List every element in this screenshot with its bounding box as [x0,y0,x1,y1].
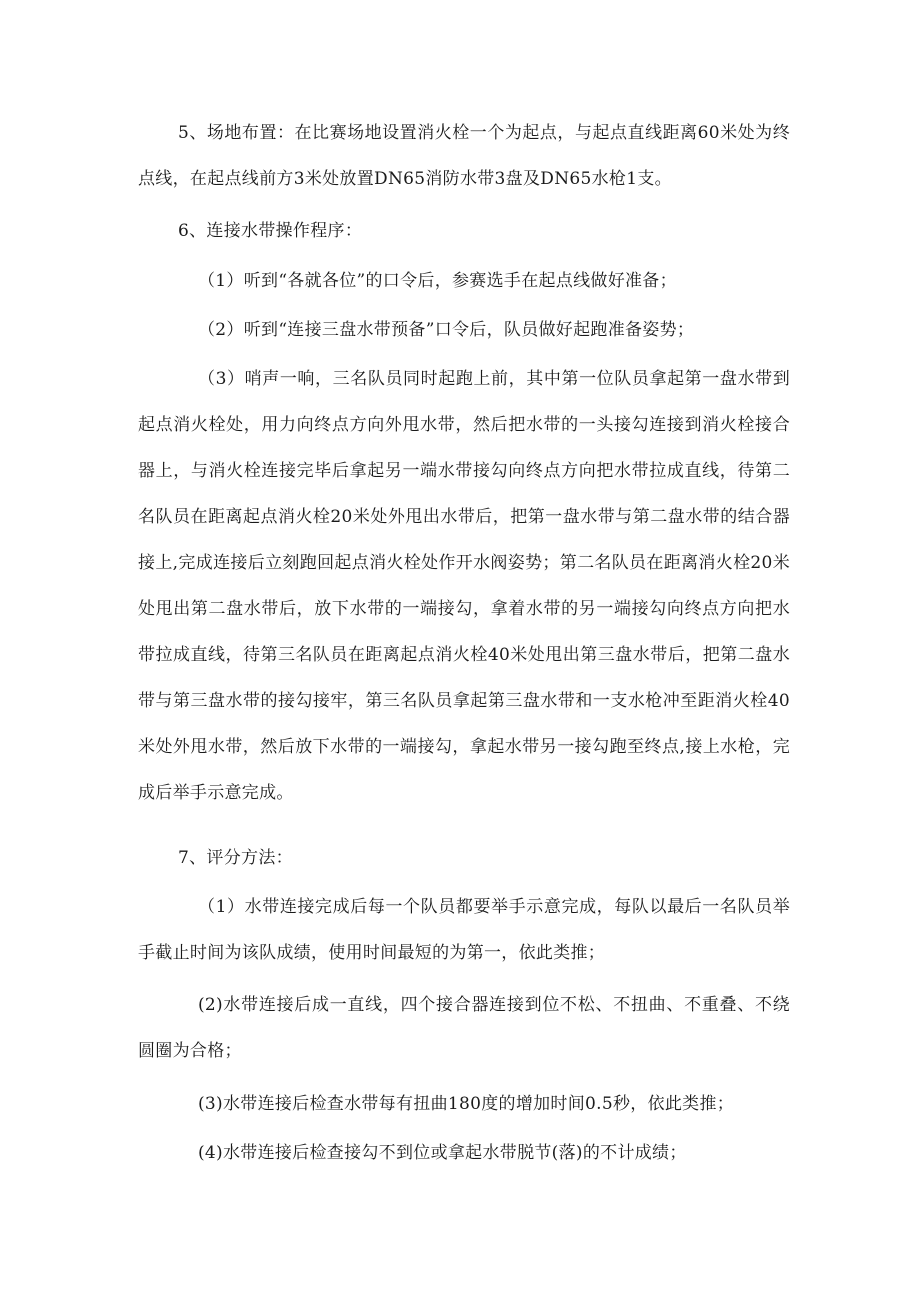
paragraph-procedure-step-3: （3）哨声一响，三名队员同时起跑上前，其中第一位队员拿起第一盘水带到起点消火栓处，用力向终点方向外甩水带，然后把水带的一头接勾连接到消火栓接合器上，与消火栓连接完毕后拿起另一端水带接勾向终点方向把水带拉成直线，待第二名队员在距离起点消火栓20米处外甩出水带后，把第一盘水带与第二盘水带的结合器接上,完成连接后立刻跑回起点消火栓处作开水阀姿势；第二名队员在距离消火栓20米处甩出第二盘水带后，放下水带的一端接勾，拿着水带的另一端接勾向终点方向把水带拉成直线，待第三名队员在距离起点消火栓40米处甩出第三盘水带后，把第二盘水带与第三盘水带的接勾接牢，第三名队员拿起第三盘水带和一支水枪冲至距消火栓40米处外甩水带，然后放下水带的一端接勾，拿起水带另一接勾跑至终点,接上水枪，完成后举手示意完成。 [138,369,790,803]
paragraph-procedure-step-1: （1）听到“各就各位”的口令后，参赛选手在起点线做好准备； [198,271,677,291]
paragraph-scoring-rule-1: （1）水带连接完成后每一个队员都要举手示意完成，每队以最后一名队员举手截止时间为该队成绩，使用时间最短的为第一，依此类推； [138,897,790,963]
paragraph-procedure-step-2: （2）听到“连接三盘水带预备”口令后，队员做好起跑准备姿势； [198,320,695,340]
paragraph-scoring-rule-4: (4)水带连接后检查接勾不到位或拿起水带脱节(落)的不计成绩； [198,1143,687,1163]
paragraph-venue-layout: 5、场地布置：在比赛场地设置消火栓一个为起点，与起点直线距离60米处为终点线，在起点线前方3米处放置DN65消防水带3盘及DN65水枪1支。 [138,123,790,189]
paragraph-scoring-heading: 7、评分方法： [178,848,293,868]
paragraph-procedure-heading: 6、连接水带操作程序： [178,221,363,241]
paragraph-scoring-rule-2: (2)水带连接后成一直线，四个接合器连接到位不松、不扭曲、不重叠、不绕圆圈为合格； [138,995,790,1061]
paragraph-scoring-rule-3: (3)水带连接后检查水带每有扭曲180度的增加时间0.5秒，依此类推； [198,1094,735,1114]
